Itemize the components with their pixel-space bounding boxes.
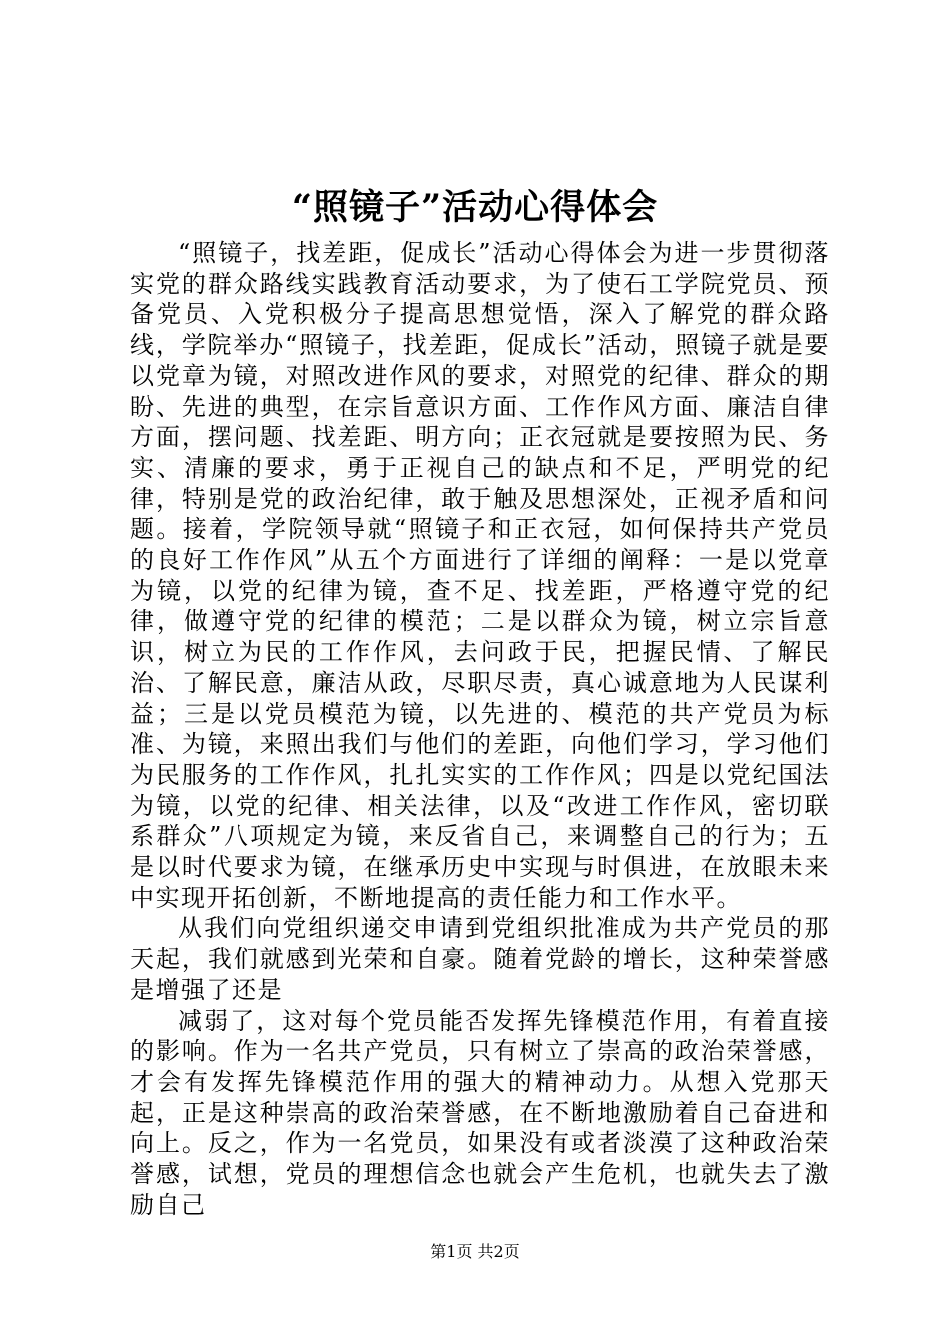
paragraph-3: 减弱了，这对每个党员能否发挥先锋模范作用，有着直接的影响。作为一名共产党员，只有树立了崇高的政治荣誉感，才会有发挥先锋模范作用的强大的精神动力。从想入党那天起，正是这种崇高的政治荣誉感，在不断地激励着自己奋进和向上。反之，作为一名党员，如果没有或者淡漠了这种政治荣誉感，试想，党员的理想信念也就会产生危机，也就失去了激励自己 [130, 1006, 830, 1219]
paragraph-1: “照镜子，找差距，促成长”活动心得体会为进一步贯彻落实党的群众路线实践教育活动要求，为了使石工学院党员、预备党员、入党积极分子提高思想觉悟，深入了解党的群众路线，学院举办“照镜子，找差距，促成长”活动，照镜子就是要以党章为镜，对照改进作风的要求，对照党的纪律、群众的期盼、先进的典型，在宗旨意识方面、工作作风方面、廉洁自律方面，摆问题、找差距、明方向；正衣冠就是要按照为民、务实、清廉的要求，勇于正视自己的缺点和不足，严明党的纪律，特别是党的政治纪律，敢于触及思想深处，正视矛盾和问题。接着，学院领导就“照镜子和正衣冠，如何保持共产党员的良好工作作风”从五个方面进行了详细的阐释：一是以党章为镜，以党的纪律为镜，查不足、找差距，严格遵守党的纪律，做遵守党的纪律的模范；二是以群众为镜，树立宗旨意识，树立为民的工作作风，去问政于民，把握民情、了解民治、了解民意，廉洁从政，尽职尽责，真心诚意地为人民谋利益；三是以党员模范为镜，以先进的、模范的共产党员为标准、为镜，来照出我们与他们的差距，向他们学习，学习他们为民服务的工作作风，扎扎实实的工作作风；四是以党纪国法为镜，以党的纪律、相关法律，以及“改进工作作风，密切联系群众”八项规定为镜，来反省自己，来调整自己的行为；五是以时代要求为镜，在继承历史中实现与时俱进，在放眼未来中实现开拓创新，不断地提高的责任能力和工作水平。 [130, 239, 830, 912]
document-title: “照镜子”活动心得体会 [291, 187, 659, 228]
page-footer: 第1页 共2页 [430, 1242, 520, 1261]
document-body [130, 238, 830, 1221]
paragraph-2: 从我们向党组织递交申请到党组织批准成为共产党员的那天起，我们就感到光荣和自豪。随着党龄的增长，这种荣誉感是增强了还是 [130, 914, 830, 1004]
